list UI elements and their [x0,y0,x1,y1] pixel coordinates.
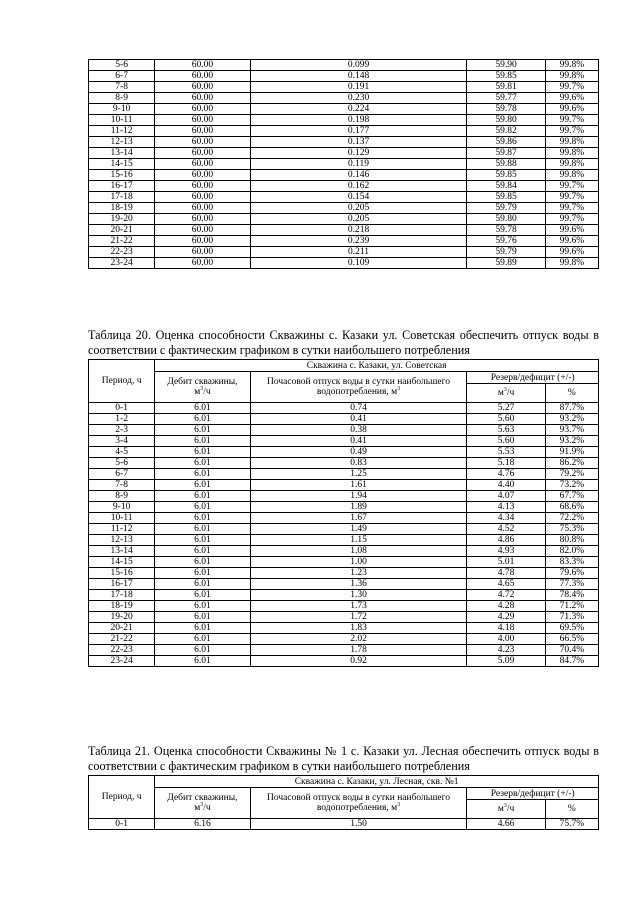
debit-cell: 60.00 [155,203,250,214]
reserve-m3h-cell: 4.18 [467,623,545,634]
hourly-cell: 1.78 [250,645,467,656]
debit-cell: 60.00 [155,126,250,137]
reserve-percent-cell: 99.8% [545,60,598,71]
table-row [89,236,599,247]
hourly-cell: 0.41 [250,436,467,447]
reserve-percent-cell: 66.5% [545,634,598,645]
reserve-m3h-cell: 5.27 [467,403,545,414]
reserve-m3h-cell: 59.78 [467,225,545,236]
reserve-percent-cell: 84.7% [545,656,598,667]
hourly-cell: 1.15 [250,535,467,546]
reserve-percent-cell: 75.3% [545,524,598,535]
period-cell: 7-8 [89,82,155,93]
period-cell: 3-4 [89,436,155,447]
table-row [89,436,599,447]
hourly-cell: 1.61 [250,480,467,491]
reserve-m3h-cell: 4.65 [467,579,545,590]
debit-cell: 6.01 [155,458,250,469]
reserve-percent-cell: 93.7% [545,425,598,436]
period-cell: 5-6 [89,60,155,71]
period-cell: 5-6 [89,458,155,469]
debit-cell: 60.00 [155,148,250,159]
period-cell: 7-8 [89,480,155,491]
reserve-percent-cell: 78.4% [545,590,598,601]
table-row [89,480,599,491]
reserve-m3h-cell: 59.85 [467,71,545,82]
reserve-m3h-cell: 4.00 [467,634,545,645]
table-row [89,645,599,656]
period-cell: 23-24 [89,656,155,667]
period-cell: 19-20 [89,214,155,225]
table-row [89,535,599,546]
period-cell: 1-2 [89,414,155,425]
hourly-cell: 0.38 [250,425,467,436]
table-row [89,491,599,502]
reserve-percent-cell: 83.3% [545,557,598,568]
period-cell: 0-1 [89,403,155,414]
period-cell: 16-17 [89,181,155,192]
period-cell: 17-18 [89,192,155,203]
hourly-cell: 0.162 [250,181,467,192]
period-cell: 11-12 [89,524,155,535]
table-row [89,159,599,170]
hourly-cell: 0.154 [250,192,467,203]
reserve-m3h-cell: 59.78 [467,104,545,115]
reserve-m3h-cell: 59.79 [467,203,545,214]
reserve-percent-cell: 99.7% [545,82,598,93]
period-cell: 10-11 [89,513,155,524]
table-21-body [89,819,599,830]
reserve-m3h-cell: 59.80 [467,115,545,126]
period-cell: 13-14 [89,546,155,557]
table-row [89,414,599,425]
hourly-cell: 0.218 [250,225,467,236]
period-cell: 6-7 [89,469,155,480]
reserve-percent-cell: 99.6% [545,225,598,236]
debit-cell: 60.00 [155,236,250,247]
hourly-cell: 0.177 [250,126,467,137]
debit-cell: 60.00 [155,93,250,104]
period-cell: 10-11 [89,115,155,126]
debit-cell: 6.16 [155,819,250,830]
debit-cell: 6.01 [155,447,250,458]
table-20 [88,359,599,667]
reserve-percent-cell: 79.2% [545,469,598,480]
hourly-cell: 1.67 [250,513,467,524]
reserve-m3h-cell: 5.63 [467,425,545,436]
reserve-m3h-cell: 4.78 [467,568,545,579]
debit-cell: 6.01 [155,535,250,546]
table-row [89,104,599,115]
hourly-cell: 1.72 [250,612,467,623]
hourly-cell: 0.49 [250,447,467,458]
hourly-cell: 0.191 [250,82,467,93]
period-cell: 21-22 [89,236,155,247]
reserve-percent-cell: 99.8% [545,148,598,159]
debit-cell: 6.01 [155,469,250,480]
debit-cell: 6.01 [155,436,250,447]
table-row [89,60,599,71]
reserve-m3h-cell: 59.85 [467,192,545,203]
table-row [89,225,599,236]
period-cell: 18-19 [89,601,155,612]
debit-cell: 6.01 [155,502,250,513]
col-period-header: Период, ч [89,776,155,819]
hourly-cell: 1.08 [250,546,467,557]
period-cell: 22-23 [89,645,155,656]
reserve-percent-cell: 69.5% [545,623,598,634]
table-row [89,148,599,159]
reserve-percent-cell: 77.3% [545,579,598,590]
reserve-percent-cell: 99.6% [545,236,598,247]
reserve-m3h-cell: 4.40 [467,480,545,491]
hourly-cell: 0.239 [250,236,467,247]
reserve-percent-cell: 99.7% [545,181,598,192]
hourly-cell: 0.148 [250,71,467,82]
table-row [89,93,599,104]
table-row [89,403,599,414]
debit-cell: 60.00 [155,159,250,170]
reserve-m3h-cell: 59.85 [467,170,545,181]
debit-cell: 60.00 [155,258,250,269]
hourly-cell: 1.89 [250,502,467,513]
col-percent-header: % [545,384,598,403]
table-row [89,258,599,269]
reserve-percent-cell: 93.2% [545,414,598,425]
table-row [89,524,599,535]
debit-cell: 6.01 [155,491,250,502]
reserve-m3h-cell: 4.07 [467,491,545,502]
reserve-m3h-cell: 59.79 [467,247,545,258]
hourly-cell: 0.211 [250,247,467,258]
reserve-m3h-cell: 4.34 [467,513,545,524]
hourly-cell: 0.92 [250,656,467,667]
reserve-percent-cell: 91.9% [545,447,598,458]
period-cell: 9-10 [89,104,155,115]
debit-cell: 60.00 [155,247,250,258]
hourly-cell: 1.36 [250,579,467,590]
reserve-percent-cell: 93.2% [545,436,598,447]
hourly-cell: 0.109 [250,258,467,269]
reserve-m3h-cell: 4.76 [467,469,545,480]
reserve-percent-cell: 87.7% [545,403,598,414]
debit-cell: 60.00 [155,104,250,115]
period-cell: 6-7 [89,71,155,82]
reserve-m3h-cell: 4.13 [467,502,545,513]
debit-cell: 60.00 [155,71,250,82]
hourly-cell: 1.30 [250,590,467,601]
period-cell: 19-20 [89,612,155,623]
debit-cell: 6.01 [155,590,250,601]
reserve-m3h-cell: 59.76 [467,236,545,247]
table-row [89,568,599,579]
hourly-cell: 0.224 [250,104,467,115]
reserve-m3h-cell: 59.86 [467,137,545,148]
table-row [89,656,599,667]
reserve-percent-cell: 99.7% [545,126,598,137]
debit-cell: 6.01 [155,612,250,623]
reserve-m3h-cell: 4.72 [467,590,545,601]
hourly-cell: 0.230 [250,93,467,104]
period-cell: 22-23 [89,247,155,258]
table-row [89,192,599,203]
debit-cell: 6.01 [155,414,250,425]
col-m3h-header: $м^3/ч$ [467,384,545,403]
period-cell: 23-24 [89,258,155,269]
hourly-cell: 0.198 [250,115,467,126]
debit-cell: 60.00 [155,214,250,225]
hourly-cell: 0.099 [250,60,467,71]
col-reserve-header: Резерв/дефицит (+/-) [467,372,599,384]
reserve-percent-cell: 99.8% [545,71,598,82]
debit-cell: 6.01 [155,568,250,579]
debit-cell: 6.01 [155,656,250,667]
debit-cell: 60.00 [155,192,250,203]
table-row [89,203,599,214]
reserve-percent-cell: 71.3% [545,612,598,623]
debit-cell: 60.00 [155,181,250,192]
debit-cell: 60.00 [155,60,250,71]
table-row [89,557,599,568]
reserve-m3h-cell: 5.60 [467,414,545,425]
table-21 [88,775,599,830]
debit-cell: 6.01 [155,579,250,590]
reserve-m3h-cell: 4.93 [467,546,545,557]
period-cell: 0-1 [89,819,155,830]
hourly-cell: 1.83 [250,623,467,634]
reserve-m3h-cell: 5.01 [467,557,545,568]
hourly-cell: 0.83 [250,458,467,469]
reserve-m3h-cell: 59.87 [467,148,545,159]
reserve-percent-cell: 99.7% [545,115,598,126]
reserve-percent-cell: 99.6% [545,247,598,258]
period-cell: 21-22 [89,634,155,645]
table-20-caption: Таблица 20. Оценка способности Скважины с. Казаки ул. Советская обеспечить отпуск воды в соответствии с фактическим графиком в сутки наибольшего потребления [88,328,599,357]
reserve-m3h-cell: 5.53 [467,447,545,458]
table-row [89,115,599,126]
reserve-percent-cell: 80.8% [545,535,598,546]
period-cell: 15-16 [89,170,155,181]
table-row [89,634,599,645]
table-row [89,71,599,82]
debit-cell: 6.01 [155,403,250,414]
reserve-m3h-cell: 4.23 [467,645,545,656]
reserve-m3h-cell: 59.84 [467,181,545,192]
reserve-m3h-cell: 5.60 [467,436,545,447]
debit-cell: 6.01 [155,601,250,612]
reserve-percent-cell: 79.6% [545,568,598,579]
reserve-percent-cell: 99.6% [545,93,598,104]
reserve-percent-cell: 99.8% [545,258,598,269]
hourly-cell: 0.205 [250,203,467,214]
hourly-cell: 0.205 [250,214,467,225]
table-row [89,137,599,148]
reserve-percent-cell: 82.0% [545,546,598,557]
reserve-percent-cell: 99.8% [545,159,598,170]
table-row [89,82,599,93]
debit-cell: 6.01 [155,645,250,656]
period-cell: 13-14 [89,148,155,159]
reserve-m3h-cell: 4.28 [467,601,545,612]
hourly-cell: 1.49 [250,524,467,535]
table-row [89,601,599,612]
well-title: Скважина с. Казаки, ул. Советская [155,360,599,372]
reserve-m3h-cell: 5.18 [467,458,545,469]
col-period-header: Период, ч [89,360,155,403]
debit-cell: 6.01 [155,557,250,568]
period-cell: 20-21 [89,623,155,634]
hourly-cell: 0.74 [250,403,467,414]
debit-cell: 6.01 [155,623,250,634]
reserve-m3h-cell: 4.29 [467,612,545,623]
period-cell: 8-9 [89,93,155,104]
table-row [89,447,599,458]
reserve-m3h-cell: 59.88 [467,159,545,170]
hourly-cell: 1.73 [250,601,467,612]
period-cell: 11-12 [89,126,155,137]
well-title: Скважина с. Казаки, ул. Лесная, скв. №1 [155,776,599,788]
debit-cell: 6.01 [155,524,250,535]
reserve-percent-cell: 71.2% [545,601,598,612]
table-row [89,469,599,480]
reserve-m3h-cell: 59.89 [467,258,545,269]
reserve-percent-cell: 99.7% [545,214,598,225]
col-percent-header: % [545,800,598,819]
reserve-percent-cell: 73.2% [545,480,598,491]
table-row [89,819,599,830]
table-row [89,623,599,634]
reserve-m3h-cell: 4.66 [467,819,545,830]
table-row [89,214,599,225]
hourly-cell: 1.25 [250,469,467,480]
reserve-m3h-cell: 59.80 [467,214,545,225]
table-row [89,590,599,601]
period-cell: 12-13 [89,137,155,148]
reserve-m3h-cell: 59.77 [467,93,545,104]
period-cell: 8-9 [89,491,155,502]
reserve-m3h-cell: 59.90 [467,60,545,71]
period-cell: 16-17 [89,579,155,590]
period-cell: 18-19 [89,203,155,214]
reserve-percent-cell: 67.7% [545,491,598,502]
reserve-percent-cell: 75.7% [545,819,598,830]
table-row [89,513,599,524]
period-cell: 14-15 [89,159,155,170]
debit-cell: 6.01 [155,546,250,557]
debit-cell: 6.01 [155,513,250,524]
top-table-body [89,60,599,269]
debit-cell: 60.00 [155,170,250,181]
debit-cell: 60.00 [155,137,250,148]
reserve-percent-cell: 68.6% [545,502,598,513]
top-table [88,59,599,269]
reserve-m3h-cell: 59.81 [467,82,545,93]
reserve-percent-cell: 70.4% [545,645,598,656]
hourly-cell: 0.137 [250,137,467,148]
table-row [89,612,599,623]
col-reserve-header: Резерв/дефицит (+/-) [467,788,599,800]
hourly-cell: 1.00 [250,557,467,568]
hourly-cell: 1.23 [250,568,467,579]
period-cell: 9-10 [89,502,155,513]
table-row [89,458,599,469]
debit-cell: 6.01 [155,425,250,436]
period-cell: 2-3 [89,425,155,436]
reserve-m3h-cell: 59.82 [467,126,545,137]
reserve-percent-cell: 99.7% [545,192,598,203]
reserve-m3h-cell: 5.09 [467,656,545,667]
hourly-cell: 0.129 [250,148,467,159]
col-debit-header: Дебит скважины, $м^3/ч$ [155,788,250,819]
col-hourly-header: Почасовой отпуск воды в сутки наибольшего водопотребления, $м^3$ [250,788,467,819]
reserve-percent-cell: 99.8% [545,137,598,148]
table-21-caption: Таблица 21. Оценка способности Скважины № 1 с. Казаки ул. Лесная обеспечить отпуск воды в соответствии с фактическим графиком в сутки наибольшего потребления [88,744,599,773]
debit-cell: 60.00 [155,225,250,236]
period-cell: 12-13 [89,535,155,546]
reserve-percent-cell: 99.8% [545,170,598,181]
table-20-body [89,403,599,667]
debit-cell: 60.00 [155,115,250,126]
table-row [89,126,599,137]
hourly-cell: 0.146 [250,170,467,181]
hourly-cell: 0.119 [250,159,467,170]
period-cell: 17-18 [89,590,155,601]
table-row [89,546,599,557]
reserve-percent-cell: 99.6% [545,104,598,115]
table-row [89,502,599,513]
reserve-m3h-cell: 4.86 [467,535,545,546]
hourly-cell: 0.41 [250,414,467,425]
table-row [89,425,599,436]
reserve-percent-cell: 86.2% [545,458,598,469]
hourly-cell: 1.50 [250,819,467,830]
reserve-m3h-cell: 4.52 [467,524,545,535]
period-cell: 15-16 [89,568,155,579]
hourly-cell: 2.02 [250,634,467,645]
reserve-percent-cell: 99.7% [545,203,598,214]
reserve-percent-cell: 72.2% [545,513,598,524]
table-row [89,181,599,192]
debit-cell: 6.01 [155,634,250,645]
period-cell: 14-15 [89,557,155,568]
col-m3h-header: $м^3/ч$ [467,800,545,819]
col-debit-header: Дебит скважины, $м^3/ч$ [155,372,250,403]
period-cell: 4-5 [89,447,155,458]
debit-cell: 6.01 [155,480,250,491]
period-cell: 20-21 [89,225,155,236]
debit-cell: 60.00 [155,82,250,93]
hourly-cell: 1.94 [250,491,467,502]
table-row [89,247,599,258]
table-row [89,170,599,181]
table-row [89,579,599,590]
col-hourly-header: Почасовой отпуск воды в сутки наибольшего водопотребления, $м^3$ [250,372,467,403]
